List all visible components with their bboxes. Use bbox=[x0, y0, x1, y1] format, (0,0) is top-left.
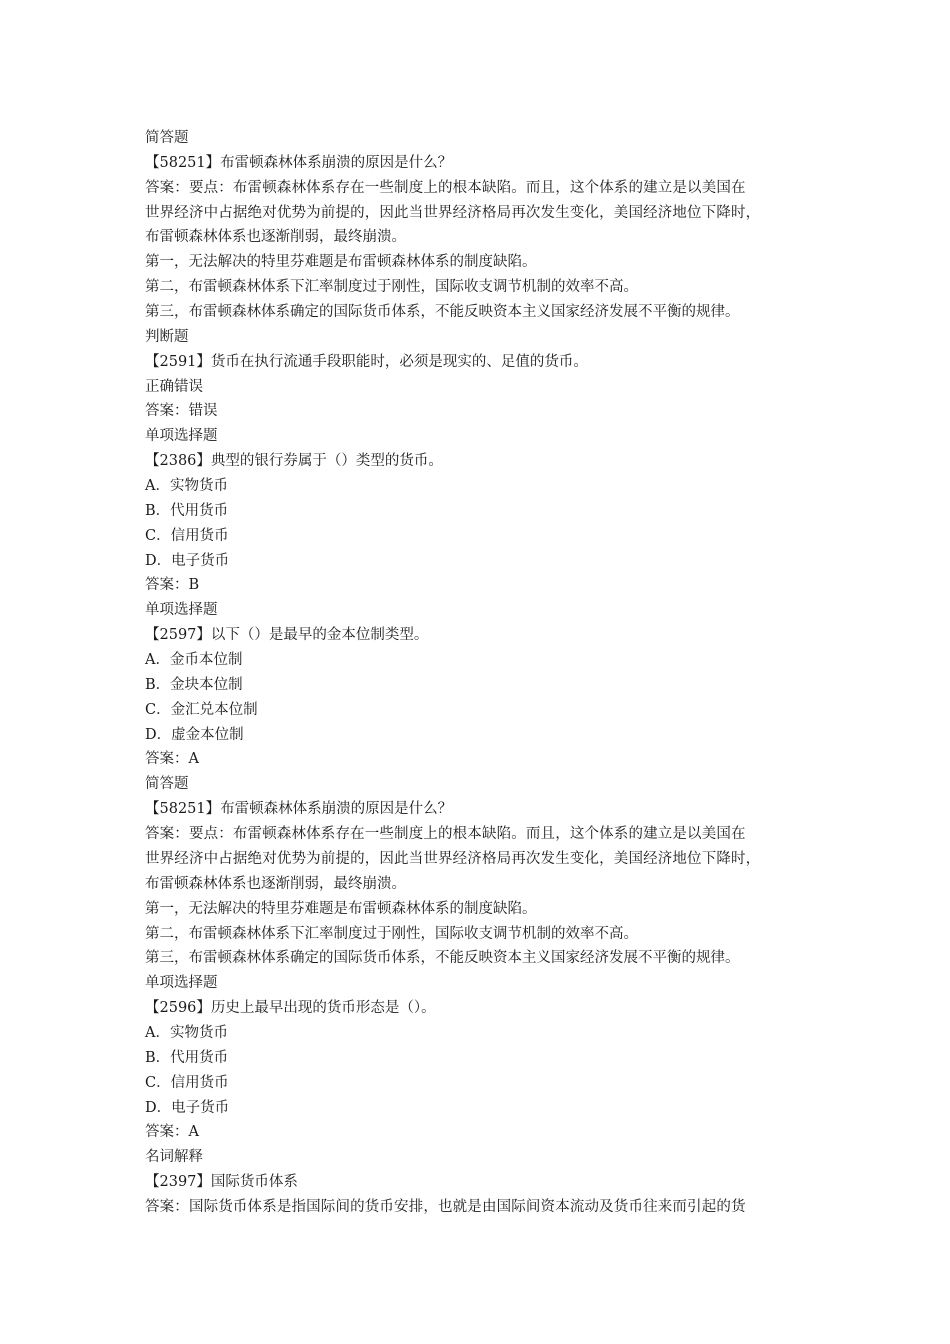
answer-point: 第一，无法解决的特里芬难题是布雷顿森林体系的制度缺陷。 bbox=[145, 900, 537, 917]
option-b: B．代用货币 bbox=[145, 502, 229, 519]
answer-text: 世界经济中占据绝对优势为前提的，因此当世界经济格局再次发生变化，美国经济地位下降时， bbox=[145, 204, 761, 221]
option-b: B．代用货币 bbox=[145, 1049, 229, 1066]
question-text: 【2597】以下（）是最早的金本位制类型。 bbox=[145, 627, 429, 644]
answer-text: 答案：国际货币体系是指国际间的货币安排，也就是由国际间资本流动及货币往来而引起的货 bbox=[145, 1198, 746, 1215]
question-type-heading: 单项选择题 bbox=[145, 428, 218, 445]
question-type-heading: 单项选择题 bbox=[145, 602, 218, 619]
question-type-heading: 简答题 bbox=[145, 130, 189, 146]
answer-text: 答案：要点：布雷顿森林体系存在一些制度上的根本缺陷。而且，这个体系的建立是以美国在 bbox=[145, 179, 746, 196]
option-c: C．金汇兑本位制 bbox=[145, 701, 258, 718]
answer-point: 第二，布雷顿森林体系下汇率制度过于刚性，国际收支调节机制的效率不高。 bbox=[145, 279, 638, 296]
answer-text: 布雷顿森林体系也逐渐削弱，最终崩溃。 bbox=[145, 229, 406, 246]
answer-point: 第三，布雷顿森林体系确定的国际货币体系，不能反映资本主义国家经济发展不平衡的规律。 bbox=[145, 950, 740, 967]
option-d: D．虚金本位制 bbox=[145, 726, 244, 743]
option-a: A．实物货币 bbox=[145, 1024, 228, 1041]
question-type-heading: 单项选择题 bbox=[145, 975, 218, 992]
question-text: 【58251】布雷顿森林体系崩溃的原因是什么？ bbox=[145, 154, 453, 171]
question-text: 【2386】典型的银行券属于（）类型的货币。 bbox=[145, 453, 443, 470]
true-false-options: 正确错误 bbox=[145, 378, 203, 395]
question-type-heading: 名词解释 bbox=[145, 1149, 203, 1166]
answer-text: 答案：A bbox=[145, 751, 199, 768]
answer-text: 世界经济中占据绝对优势为前提的，因此当世界经济格局再次发生变化，美国经济地位下降时， bbox=[145, 850, 761, 867]
answer-text: 布雷顿森林体系也逐渐削弱，最终崩溃。 bbox=[145, 875, 406, 892]
question-type-heading: 简答题 bbox=[145, 776, 189, 793]
document-page bbox=[145, 126, 825, 1220]
question-text: 【2397】国际货币体系 bbox=[145, 1174, 298, 1191]
answer-point: 第三，布雷顿森林体系确定的国际货币体系，不能反映资本主义国家经济发展不平衡的规律。 bbox=[145, 304, 740, 321]
answer-text: 答案：要点：布雷顿森林体系存在一些制度上的根本缺陷。而且，这个体系的建立是以美国在 bbox=[145, 826, 746, 843]
option-c: C．信用货币 bbox=[145, 1074, 229, 1091]
answer-text: 答案：B bbox=[145, 577, 200, 594]
question-type-heading: 判断题 bbox=[145, 328, 189, 345]
question-text: 【2596】历史上最早出现的货币形态是（）。 bbox=[145, 1000, 436, 1017]
option-d: D．电子货币 bbox=[145, 1099, 230, 1116]
answer-point: 第一，无法解决的特里芬难题是布雷顿森林体系的制度缺陷。 bbox=[145, 254, 537, 271]
answer-text: 答案：A bbox=[145, 1124, 199, 1141]
answer-point: 第二，布雷顿森林体系下汇率制度过于刚性，国际收支调节机制的效率不高。 bbox=[145, 925, 638, 942]
option-a: A．金币本位制 bbox=[145, 652, 243, 669]
question-text: 【2591】货币在执行流通手段职能时，必须是现实的、足值的货币。 bbox=[145, 353, 588, 370]
option-d: D．电子货币 bbox=[145, 552, 230, 569]
option-b: B．金块本位制 bbox=[145, 676, 243, 693]
option-c: C．信用货币 bbox=[145, 527, 229, 544]
option-a: A．实物货币 bbox=[145, 478, 228, 495]
question-text: 【58251】布雷顿森林体系崩溃的原因是什么？ bbox=[145, 801, 453, 818]
answer-text: 答案：错误 bbox=[145, 403, 218, 420]
